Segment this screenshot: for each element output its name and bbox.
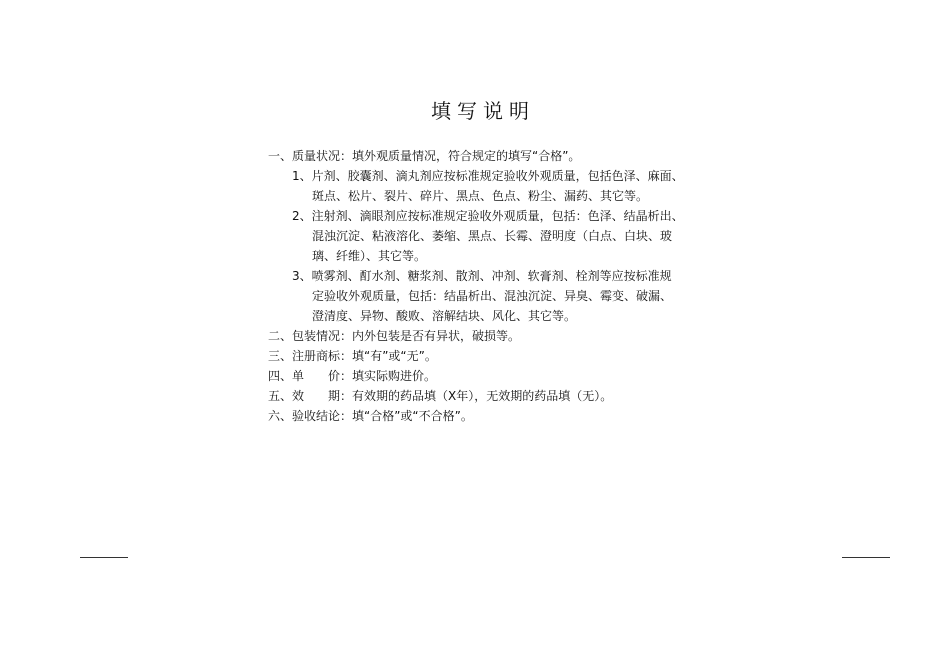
item-3-trademark: 三、注册商标：填“有”或“无”。 xyxy=(268,349,437,363)
item-5-expiry: 五、效 期：有效期的药品填（X年），无效期的药品填（无）。 xyxy=(268,389,613,403)
subitem-3-sprays: 3、喷雾剂、酊水剂、糖浆剂、散剂、冲剂、软膏剂、栓剂等应按标准规 xyxy=(292,269,672,283)
page-title: 填写说明 xyxy=(431,99,535,123)
subitem-3-sprays-cont: 定验收外观质量，包括：结晶析出、混浊沉淀、异臭、霉变、破漏、 xyxy=(312,289,673,303)
item-1-quality-status: 一、质量状况：填外观质量情况，符合规定的填写“合格”。 xyxy=(268,149,581,163)
footer-rule-left xyxy=(80,557,128,558)
subitem-1-tablets-cont: 斑点、松片、裂片、碎片、黑点、色点、粉尘、漏药、其它等。 xyxy=(312,189,649,203)
subitem-3-sprays-cont-2: 澄清度、异物、酸败、溶解结块、风化、其它等。 xyxy=(312,309,577,323)
footer-rule-right xyxy=(842,557,890,558)
subitem-2-injections: 2、注射剂、滴眼剂应按标准规定验收外观质量，包括：色泽、结晶析出、 xyxy=(292,209,684,223)
subitem-2-injections-cont-2: 璃、纤维）、其它等。 xyxy=(312,249,427,263)
instructions-body xyxy=(268,146,728,426)
subitem-1-tablets: 1、片剂、胶囊剂、滴丸剂应按标准规定验收外观质量，包括色泽、麻面、 xyxy=(292,169,684,183)
item-2-packaging: 二、包装情况：内外包装是否有异状，破损等。 xyxy=(268,329,521,343)
item-4-unit-price: 四、单 价：填实际购进价。 xyxy=(268,369,437,383)
item-6-conclusion: 六、验收结论：填“合格”或“不合格”。 xyxy=(268,409,473,423)
subitem-2-injections-cont: 混浊沉淀、粘液溶化、萎缩、黑点、长霉、澄明度（白点、白块、玻 xyxy=(312,229,673,243)
